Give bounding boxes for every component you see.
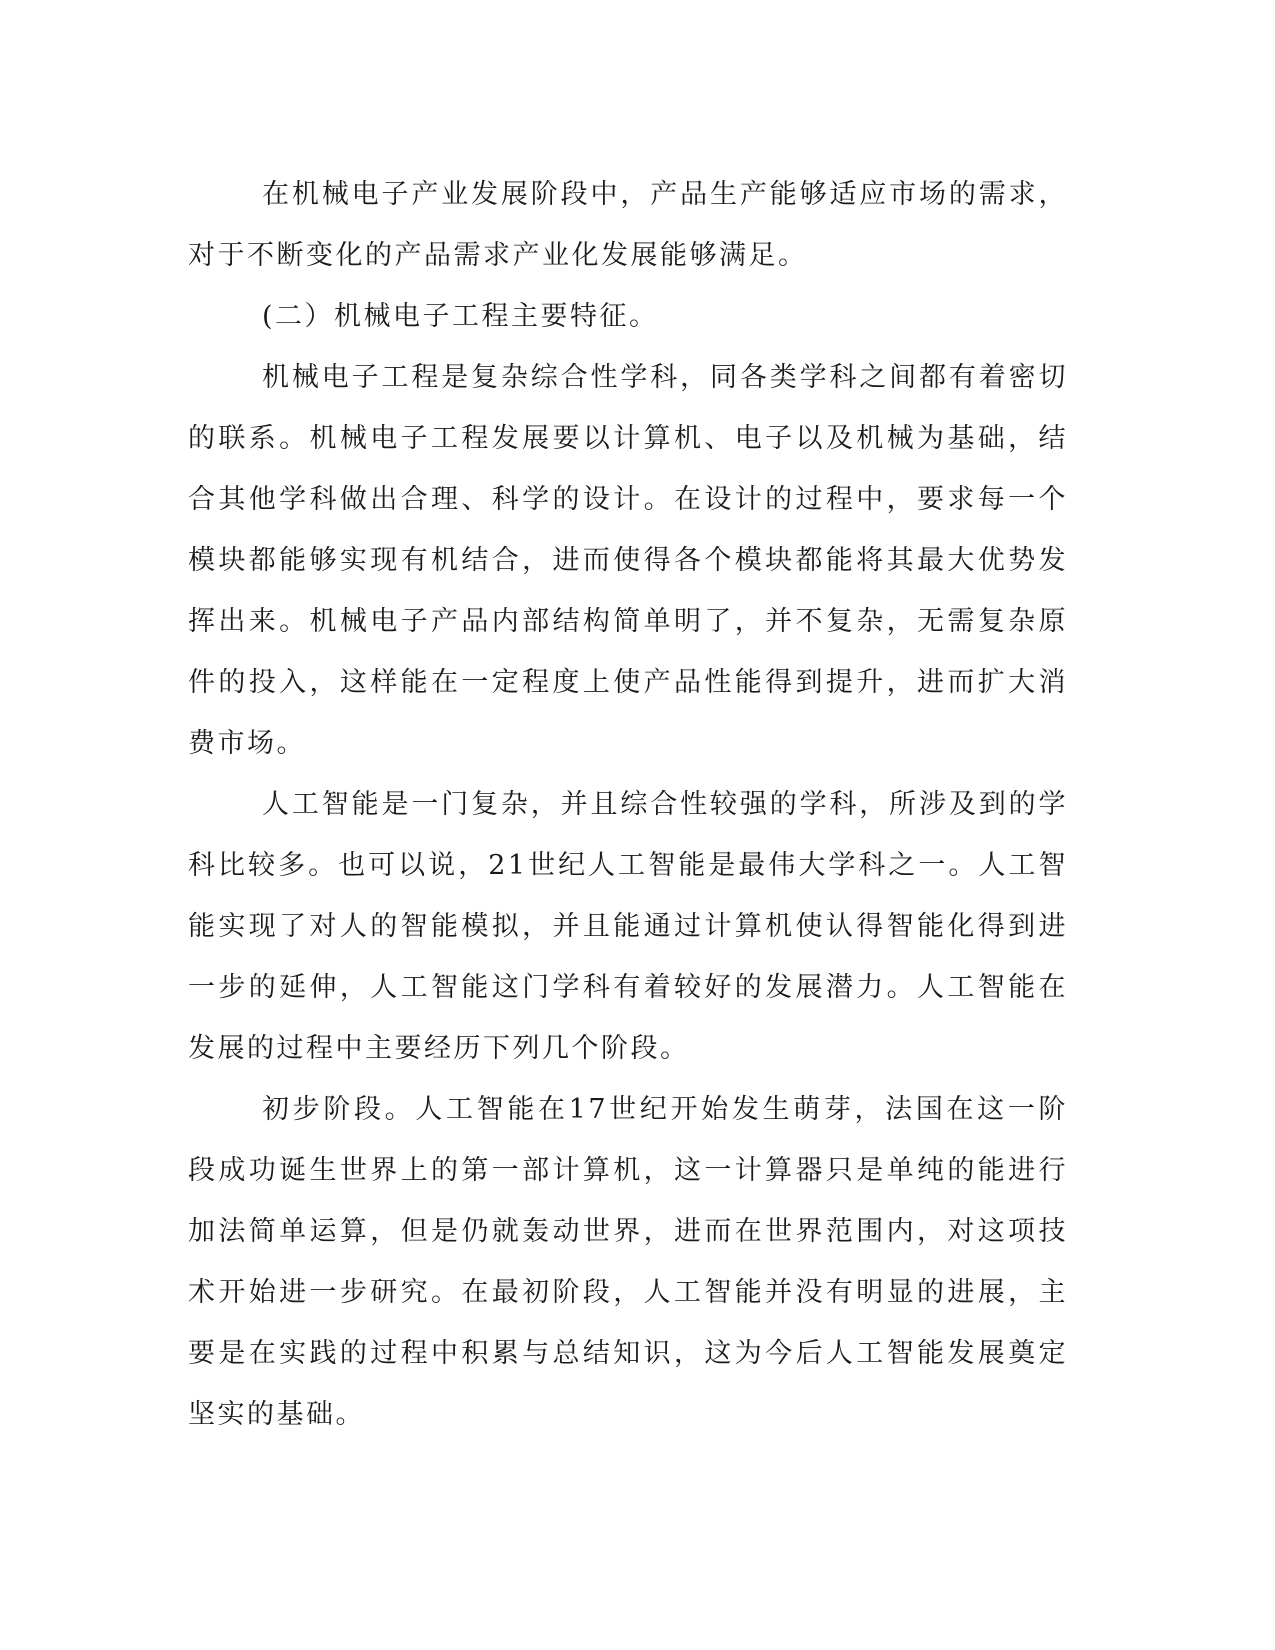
document-body [188, 164, 1068, 1445]
section-heading: (二）机械电子工程主要特征。 [262, 301, 659, 332]
paragraph-1: 在机械电子产业发展阶段中，产品生产能够适应市场的需求，对于不断变化的产品需求产业化发展能够满足。 [188, 179, 1068, 271]
paragraph-2: 机械电子工程是复杂综合性学科，同各类学科之间都有着密切的联系。机械电子工程发展要以计算机、电子以及机械为基础，结合其他学科做出合理、科学的设计。在设计的过程中，要求每一个模块都能够实现有机结合，进而使得各个模块都能将其最大优势发挥出来。机械电子产品内部结构简单明了，并不复杂，无需复杂原件的投入，这样能在一定程度上使产品性能得到提升，进而扩大消费市场。 [188, 362, 1068, 759]
paragraph-4: 初步阶段。人工智能在17世纪开始发生萌芽，法国在这一阶段成功诞生世界上的第一部计算机，这一计算器只是单纯的能进行加法简单运算，但是仍就轰动世界，进而在世界范围内，对这项技术开始进一步研究。在最初阶段，人工智能并没有明显的进展，主要是在实践的过程中积累与总结知识，这为今后人工智能发展奠定坚实的基础。 [188, 1094, 1068, 1430]
paragraph-3: 人工智能是一门复杂，并且综合性较强的学科，所涉及到的学科比较多。也可以说，21世纪人工智能是最伟大学科之一。人工智能实现了对人的智能模拟，并且能通过计算机使认得智能化得到进一步的延伸，人工智能这门学科有着较好的发展潜力。人工智能在发展的过程中主要经历下列几个阶段。 [188, 789, 1068, 1064]
